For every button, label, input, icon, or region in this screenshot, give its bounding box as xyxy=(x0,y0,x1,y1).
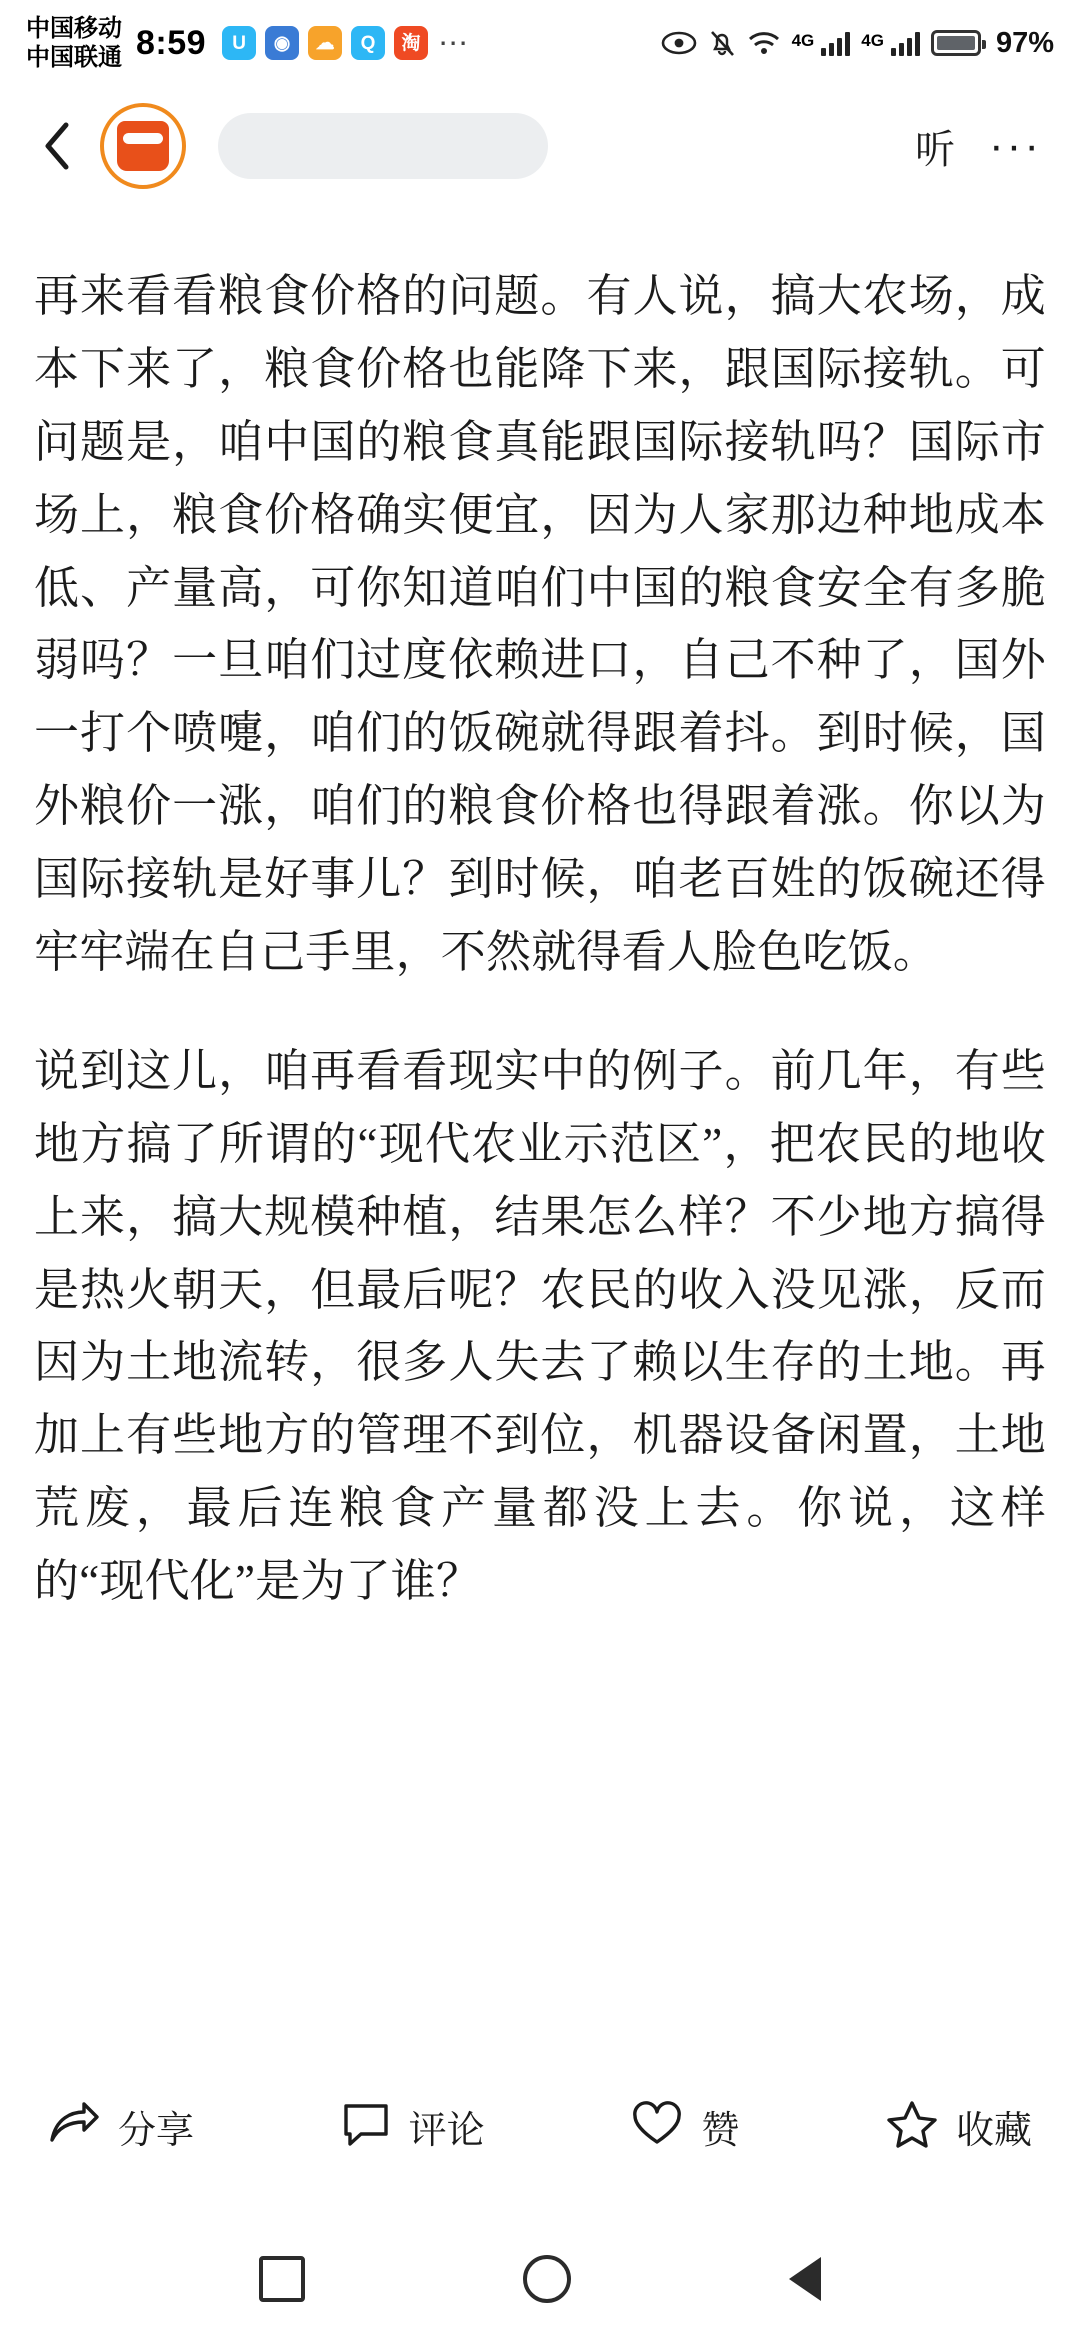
eye-icon xyxy=(661,30,697,56)
app-header xyxy=(0,86,1080,206)
battery-icon xyxy=(931,30,981,56)
signal-2-bars xyxy=(891,30,920,56)
taobao-app-icon: 淘 xyxy=(394,26,428,60)
back-button[interactable] xyxy=(789,2257,821,2301)
page-title xyxy=(218,113,548,179)
article-body xyxy=(0,206,1080,1618)
avatar[interactable] xyxy=(100,103,186,189)
action-bar xyxy=(0,2060,1080,2192)
article-paragraph: 再来看看粮食价格的问题。有人说，搞大农场，成本下来了，粮食价格也能降下来，跟国际接轨。可问题是，咱中国的粮食真能跟国际接轨吗？国际市场上，粮食价格确实便宜，因为人家那边种地成本低、产量高，可你知道咱们中国的粮食安全有多脆弱吗？一旦咱们过度依赖进口，自己不种了，国外一打个喷嚏，咱们的饭碗就得跟着抖。到时候，国外粮价一涨，咱们的粮食价格也得跟着涨。你以为国际接轨是好事儿？到时候，咱老百姓的饭碗还得牢牢端在自己手里，不然就得看人脸色吃饭。 xyxy=(34,271,1046,978)
more-options-button[interactable]: ··· xyxy=(989,120,1042,170)
share-label: 分享 xyxy=(118,2109,195,2152)
star-icon xyxy=(886,2099,938,2154)
share-action[interactable] xyxy=(48,2099,194,2154)
status-indicators xyxy=(661,27,1054,60)
comment-label: 评论 xyxy=(408,2109,485,2152)
bell-off-icon xyxy=(708,28,736,58)
recents-button[interactable] xyxy=(259,2256,305,2302)
carrier-line-2: 中国联通 xyxy=(26,44,122,71)
status-app-icons xyxy=(222,26,428,60)
weather-app-icon: ☁ xyxy=(308,26,342,60)
status-overflow-icon: ⋯ xyxy=(438,26,471,60)
search-app-icon: Q xyxy=(351,26,385,60)
share-icon xyxy=(48,2100,100,2153)
listen-button[interactable]: 听 xyxy=(915,127,956,172)
status-bar xyxy=(0,0,1080,86)
u-app-icon: U xyxy=(222,26,256,60)
signal-2-label: 4G xyxy=(861,30,884,50)
like-label: 赞 xyxy=(701,2109,740,2152)
home-button[interactable] xyxy=(523,2255,571,2303)
like-action[interactable] xyxy=(631,2099,739,2154)
wifi-icon xyxy=(747,30,781,56)
signal-1-label: 4G xyxy=(791,30,815,50)
carrier-line-1: 中国移动 xyxy=(26,14,122,42)
system-nav-bar xyxy=(0,2218,1080,2340)
back-arrow-icon[interactable] xyxy=(30,119,84,173)
signal-1-bars xyxy=(821,30,850,56)
globe-app-icon: ◉ xyxy=(265,26,299,60)
article-paragraph: 说到这儿，咱再看看现实中的例子。前几年，有些地方搞了所谓的“现代农业示范区”，把农民的地收上来，搞大规模种植，结果怎么样？不少地方搞得是热火朝天，但最后呢？农民的收入没见涨，反而因为土地流转，很多人失去了赖以生存的土地。再加上有些地方的管理不到位，机器设备闲置，土地荒废，最后连粮食产量都没上去。你说，这样的“现代化”是为了谁？ xyxy=(34,1045,1046,1607)
heart-icon xyxy=(631,2100,683,2153)
comment-icon xyxy=(341,2100,391,2153)
favorite-label: 收藏 xyxy=(955,2109,1032,2152)
comment-action[interactable] xyxy=(341,2099,485,2154)
battery-percent: 97% xyxy=(995,26,1054,59)
carrier-label xyxy=(26,14,122,73)
favorite-action[interactable] xyxy=(886,2099,1032,2154)
status-clock: 8:59 xyxy=(136,23,207,62)
